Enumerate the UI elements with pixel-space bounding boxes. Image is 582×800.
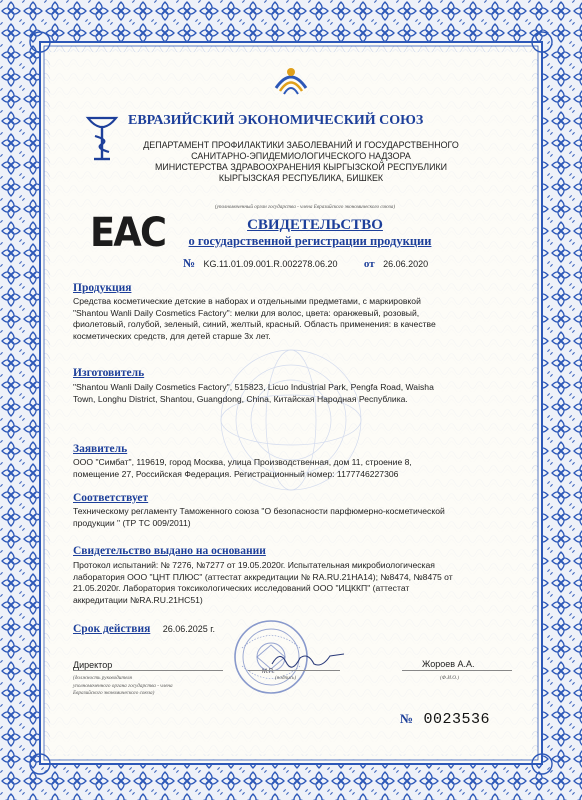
certificate-number-line	[183, 254, 428, 272]
union-title: ЕВРАЗИЙСКИЙ ЭКОНОМИЧЕСКИЙ СОЮЗ	[128, 113, 424, 128]
medical-emblem-icon	[82, 106, 122, 162]
applicant-heading: Заявитель	[73, 443, 128, 455]
eaeu-logo	[268, 60, 314, 100]
name-note: (Ф.И.О.)	[440, 675, 460, 681]
certificate-title: СВИДЕТЕЛЬСТВО	[247, 217, 383, 233]
validity-heading: Срок действия	[73, 623, 151, 635]
signature-mark	[268, 646, 348, 672]
certificate-number: KG.11.01.09.001.R.002278.06.20	[203, 259, 338, 269]
form-number-sign: №	[400, 711, 414, 726]
name-underline	[402, 670, 512, 671]
form-number	[400, 710, 490, 728]
basis-line: Протокол испытаний: № 7276, №7277 от 19.05.2020г. Испытательная микробиологическая	[73, 560, 435, 570]
department-line: ДЕПАРТАМЕНТ ПРОФИЛАКТИКИ ЗАБОЛЕВАНИЙ И ГОСУДАРСТВЕННОГО	[143, 140, 459, 150]
department-line: КЫРГЫЗСКАЯ РЕСПУБЛИКА, БИШКЕК	[218, 173, 384, 183]
product-heading: Продукция	[73, 282, 132, 294]
manufacturer-text	[73, 382, 533, 405]
certificate-subtitle: о государственной регистрации продукции	[188, 234, 432, 248]
date-label: от	[363, 258, 375, 270]
form-number-value: 0023536	[423, 711, 491, 728]
sign-note: (подпись)	[275, 675, 297, 681]
position-note-line: (должность руководителя	[73, 675, 132, 681]
product-line: фиолетовый, голубой, зеленый, синий, желтый, красный. Область применения: в качестве	[73, 319, 436, 330]
product-line: "Shantou Wanli Daily Cosmetics Factory": мелки для волос, цвета: оранжевый, розовый,	[73, 307, 420, 318]
applicant-text	[73, 457, 533, 480]
applicant-line: ООО "Симбат", 119619, город Москва, улица Производственная, дом 11, строение 8,	[73, 457, 412, 467]
conforms-text	[73, 506, 533, 529]
manufacturer-heading: Изготовитель	[73, 367, 145, 379]
basis-text	[73, 560, 533, 606]
basis-line: аккредитации №RA.RU.21HC51)	[73, 594, 203, 605]
conforms-heading: Соответствует	[73, 492, 149, 504]
applicant-line: помещение 27, Российская Федерация. Регистрационный номер: 1177746227306	[73, 468, 399, 479]
position-note	[73, 675, 233, 698]
validity-date: 26.06.2025 г.	[162, 624, 215, 634]
conforms-line: продукции " (ТР ТС 009/2011)	[73, 517, 191, 528]
manufacturer-line: "Shantou Wanli Daily Cosmetics Factory", 515823, Licuo Industrial Park, Pengfa Road, Waisha	[73, 382, 434, 392]
position-note-line: уполномоченного органа государства - члена	[73, 682, 173, 689]
product-text	[73, 296, 533, 342]
product-line: Средства косметические детские в наборах и отдельными предметами, с маркировкой	[73, 296, 421, 306]
signatory-position: Директор	[73, 660, 113, 670]
basis-heading: Свидетельство выдано на основании	[73, 545, 266, 557]
validity-line	[73, 619, 215, 637]
number-sign: №	[183, 256, 196, 270]
position-note-line: Евразийского экономического союза)	[73, 690, 155, 696]
authority-note: (уполномоченный орган государства - члена Евразийского экономического союза)	[214, 204, 396, 210]
signatory-name: Жороев А.А.	[422, 659, 475, 669]
eac-mark: EAC	[90, 210, 166, 256]
stamp-label: М.П.	[262, 669, 275, 675]
basis-line: лаборатория ООО "ЦНТ ПЛЮС" (аттестат аккредитации № RA.RU.21HA14); №8474, №8475 от	[73, 571, 453, 582]
conforms-line: Техническому регламенту Таможенного союза "О безопасности парфюмерно-косметической	[73, 506, 445, 516]
certificate-date: 26.06.2020	[383, 259, 429, 269]
department-line: САНИТАРНО-ЭПИДЕМИОЛОГИЧЕСКОГО НАДЗОРА	[191, 151, 411, 161]
position-underline	[73, 670, 223, 671]
product-line: косметических средств, для детей старше 3х лет.	[73, 330, 271, 341]
department-block	[126, 140, 476, 184]
department-line: МИНИСТЕРСТВА ЗДРАВООХРАНЕНИЯ КЫРГЫЗСКОЙ РЕСПУБЛИКИ	[154, 162, 448, 172]
manufacturer-line: Town, Longhu District, Shantou, Guangdong, China, Китайская Народная Республика.	[73, 393, 408, 404]
basis-line: 21.05.2020г. Лаборатория токсикологических исследований ООО "ИЦККП" (аттестат	[73, 583, 410, 594]
signature-underline	[248, 670, 340, 671]
